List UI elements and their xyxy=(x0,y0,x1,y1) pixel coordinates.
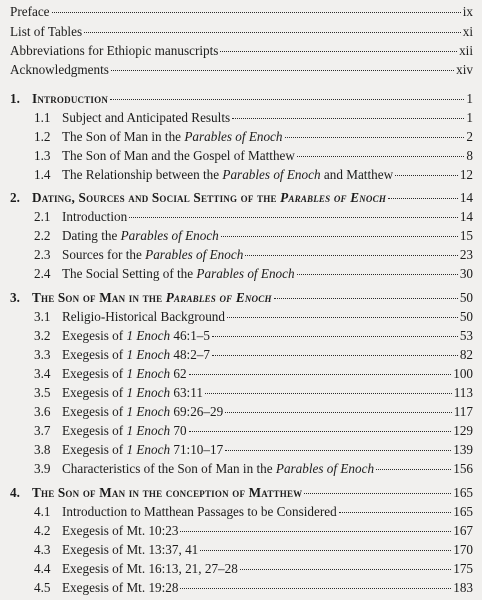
chapter-heading xyxy=(10,89,473,109)
section-page: 183 xyxy=(453,580,473,595)
section-entry xyxy=(34,108,473,128)
dot-leader xyxy=(200,550,451,551)
section-number: 3.5 xyxy=(34,385,51,400)
section-title: Exegesis of Mt. 13:37, 41 xyxy=(62,542,199,557)
section-page: 8 xyxy=(466,148,473,163)
section-page: 14 xyxy=(459,209,473,224)
toc-entry-list-of-tables xyxy=(10,22,473,42)
toc-entry-title: Preface xyxy=(10,4,50,19)
section-page: 113 xyxy=(453,385,473,400)
section-entry xyxy=(34,421,473,441)
section-number: 2.4 xyxy=(34,266,51,281)
section-page: 165 xyxy=(453,504,473,519)
section-entry xyxy=(34,127,473,147)
dot-leader xyxy=(225,412,452,413)
section-number: 3.4 xyxy=(34,366,51,381)
section-title: Introduction to Matthean Passages to be Considered xyxy=(62,504,337,519)
dot-leader xyxy=(297,156,464,157)
chapter-number: 4. xyxy=(10,485,20,500)
dot-leader xyxy=(227,317,458,318)
dot-leader xyxy=(376,469,451,470)
chapter-heading xyxy=(10,288,473,308)
chapter-number: 3. xyxy=(10,290,20,305)
section-title: Sources for the Parables of Enoch xyxy=(62,247,244,262)
section-number: 1.1 xyxy=(34,110,51,125)
chapter-page: 1 xyxy=(466,91,473,106)
dot-leader xyxy=(304,493,451,494)
section-number: 3.8 xyxy=(34,442,51,457)
section-page: 50 xyxy=(459,309,473,324)
toc-entry-page: xii xyxy=(459,43,473,58)
section-title: Subject and Anticipated Results xyxy=(62,110,231,125)
section-title: Exegesis of 1 Enoch 70 xyxy=(62,423,187,438)
dot-leader xyxy=(205,393,452,394)
section-entry xyxy=(34,440,473,460)
section-page: 139 xyxy=(453,442,473,457)
section-number: 4.1 xyxy=(34,504,51,519)
chapter-page: 14 xyxy=(459,190,473,205)
chapter-page: 50 xyxy=(459,290,473,305)
dot-leader xyxy=(285,137,465,138)
section-page: 170 xyxy=(453,542,473,557)
dot-leader xyxy=(240,569,451,570)
section-entry xyxy=(34,540,473,560)
section-page: 1 xyxy=(466,110,473,125)
section-number: 4.4 xyxy=(34,561,51,576)
section-number: 3.7 xyxy=(34,423,51,438)
section-page: 156 xyxy=(453,461,473,476)
section-title: Introduction xyxy=(62,209,128,224)
section-title: Exegesis of Mt. 10:23 xyxy=(62,523,179,538)
section-page: 117 xyxy=(453,404,473,419)
chapter-number: 2. xyxy=(10,190,20,205)
toc-entry-title: Acknowledgments xyxy=(10,62,109,77)
section-title: The Relationship between the Parables of Enoch and Matthew xyxy=(62,167,394,182)
dot-leader xyxy=(189,374,452,375)
dot-leader xyxy=(274,298,458,299)
section-number: 1.4 xyxy=(34,167,51,182)
section-entry xyxy=(34,345,473,365)
dot-leader xyxy=(84,32,461,33)
section-entry xyxy=(34,521,473,541)
dot-leader xyxy=(388,198,458,199)
section-number: 4.5 xyxy=(34,580,51,595)
section-entry xyxy=(34,383,473,403)
toc-entry-page: xiv xyxy=(456,62,473,77)
dot-leader xyxy=(180,531,451,532)
section-entry xyxy=(34,578,473,598)
toc-entry-preface xyxy=(10,2,473,22)
section-title: The Son of Man and the Gospel of Matthew xyxy=(62,148,295,163)
dot-leader xyxy=(189,431,452,432)
section-entry xyxy=(34,245,473,265)
section-title: Exegesis of 1 Enoch 69:26–29 xyxy=(62,404,224,419)
toc-entry-page: ix xyxy=(462,4,473,19)
dot-leader xyxy=(110,99,464,100)
dot-leader xyxy=(395,175,458,176)
section-title: The Social Setting of the Parables of Enoch xyxy=(62,266,295,281)
toc-entry-abbreviations xyxy=(10,41,473,61)
section-page: 175 xyxy=(453,561,473,576)
section-entry xyxy=(34,402,473,422)
chapter-title: The Son of Man in the Parables of Enoch xyxy=(32,290,272,305)
section-page: 82 xyxy=(459,347,473,362)
toc-entry-page: xi xyxy=(462,24,473,39)
dot-leader xyxy=(232,118,464,119)
chapter-title: Dating, Sources and Social Setting of the Parables of Enoch xyxy=(32,190,387,205)
chapter-number: 1. xyxy=(10,91,20,106)
section-title: Exegesis of 1 Enoch 62 xyxy=(62,366,187,381)
toc-entry-title: List of Tables xyxy=(10,24,83,39)
section-page: 167 xyxy=(453,523,473,538)
section-page: 2 xyxy=(466,129,473,144)
section-number: 2.2 xyxy=(34,228,51,243)
section-title: Exegesis of 1 Enoch 46:1–5 xyxy=(62,328,210,343)
section-entry xyxy=(34,165,473,185)
section-page: 129 xyxy=(453,423,473,438)
section-title: Exegesis of 1 Enoch 63:11 xyxy=(62,385,203,400)
section-entry xyxy=(34,559,473,579)
section-title: Exegesis of Mt. 16:13, 21, 27–28 xyxy=(62,561,238,576)
section-number: 1.2 xyxy=(34,129,51,144)
dot-leader xyxy=(52,12,461,13)
dot-leader xyxy=(225,450,451,451)
section-title: Exegesis of 1 Enoch 71:10–17 xyxy=(62,442,224,457)
dot-leader xyxy=(111,70,454,71)
section-title: The Son of Man in the Parables of Enoch xyxy=(62,129,283,144)
section-page: 53 xyxy=(459,328,473,343)
section-number: 3.3 xyxy=(34,347,51,362)
section-title: Dating the Parables of Enoch xyxy=(62,228,219,243)
dot-leader xyxy=(220,51,457,52)
section-entry xyxy=(34,459,473,479)
section-entry xyxy=(34,502,473,522)
section-number: 2.3 xyxy=(34,247,51,262)
section-title: Exegesis of 1 Enoch 48:2–7 xyxy=(62,347,210,362)
dot-leader xyxy=(180,588,451,589)
chapter-title: The Son of Man in the conception of Matthew xyxy=(32,485,303,500)
toc-entry-acknowledgments xyxy=(10,60,473,80)
section-title: Characteristics of the Son of Man in the Parables of Enoch xyxy=(62,461,375,476)
section-entry xyxy=(34,364,473,384)
section-page: 100 xyxy=(453,366,473,381)
section-number: 3.1 xyxy=(34,309,51,324)
dot-leader xyxy=(297,274,458,275)
section-title: Exegesis of Mt. 19:28 xyxy=(62,580,179,595)
section-page: 12 xyxy=(459,167,473,182)
chapter-heading xyxy=(10,483,473,503)
section-number: 1.3 xyxy=(34,148,51,163)
dot-leader xyxy=(212,355,458,356)
section-entry xyxy=(34,264,473,284)
section-page: 23 xyxy=(459,247,473,262)
dot-leader xyxy=(129,217,458,218)
section-entry xyxy=(34,207,473,227)
section-number: 2.1 xyxy=(34,209,51,224)
dot-leader xyxy=(212,336,458,337)
section-number: 3.9 xyxy=(34,461,51,476)
section-title: Religio-Historical Background xyxy=(62,309,225,324)
toc-entry-title: Abbreviations for Ethiopic manuscripts xyxy=(10,43,219,58)
section-number: 3.2 xyxy=(34,328,51,343)
section-entry xyxy=(34,226,473,246)
section-number: 4.3 xyxy=(34,542,51,557)
section-entry xyxy=(34,146,473,166)
chapter-title: Introduction xyxy=(32,91,109,106)
section-number: 3.6 xyxy=(34,404,51,419)
dot-leader xyxy=(339,512,452,513)
section-page: 30 xyxy=(459,266,473,281)
section-page: 15 xyxy=(459,228,473,243)
section-number: 4.2 xyxy=(34,523,51,538)
chapter-page: 165 xyxy=(453,485,473,500)
section-entry xyxy=(34,307,473,327)
dot-leader xyxy=(221,236,458,237)
chapter-heading xyxy=(10,188,473,208)
dot-leader xyxy=(245,255,458,256)
section-entry xyxy=(34,326,473,346)
